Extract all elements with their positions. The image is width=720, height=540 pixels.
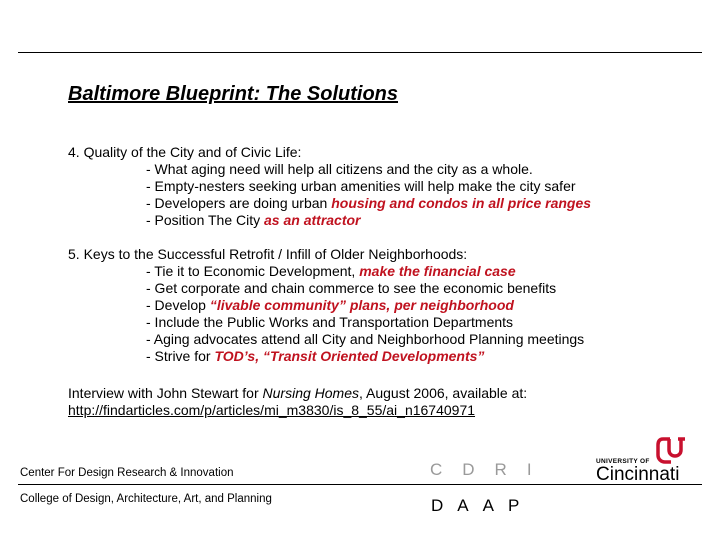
highlight-text: housing and condos in all price ranges <box>331 195 592 211</box>
bullet-item: - Include the Public Works and Transportation Departments <box>146 314 514 330</box>
university-of-cincinnati-logo <box>596 436 706 486</box>
section-heading: 4. Quality of the City and of Civic Life: <box>68 144 302 160</box>
bullet-text: - Tie it to Economic Development, <box>146 263 360 279</box>
publication-name: Nursing Homes <box>262 385 360 401</box>
slide-title: Baltimore Blueprint: The Solutions <box>68 83 399 105</box>
citation <box>68 385 527 419</box>
section-heading: 5. Keys to the Successful Retrofit / Infill of Older Neighborhoods: <box>68 246 468 262</box>
section-quality-of-city <box>68 144 591 229</box>
footer-college-name: College of Design, Architecture, Art, and Planning <box>20 493 272 505</box>
citation-pre: Interview with John Stewart for <box>68 385 263 401</box>
bullet-item <box>68 348 584 365</box>
bullet-item: - Empty-nesters seeking urban amenities will help make the city safer <box>146 178 576 194</box>
bullet-item <box>68 297 584 314</box>
bullet-text: - Strive for <box>146 348 215 364</box>
bullet-item <box>68 212 591 229</box>
daap-logo-text: DAAP <box>431 496 534 515</box>
bullet-item: - Get corporate and chain commerce to see the economic benefits <box>146 280 557 296</box>
citation-text <box>68 385 527 402</box>
bullet-text: - Developers are doing urban <box>146 195 332 211</box>
highlight-text: TOD’s, “Transit Oriented Developments” <box>214 348 485 364</box>
highlight-text: make the financial case <box>359 263 516 279</box>
bullet-text: - Position The City <box>146 212 265 228</box>
bullet-item: - What aging need will help all citizens and the city as a whole. <box>146 161 533 177</box>
bullet-text: - Develop <box>146 297 210 313</box>
citation-post: , August 2006, available at: <box>359 385 528 401</box>
bullet-item <box>68 263 584 280</box>
footer-center-name: Center For Design Research & Innovation <box>20 467 234 479</box>
cdri-logo-text: CDRI <box>430 460 552 479</box>
section-keys-to-retrofit <box>68 246 584 365</box>
highlight-text: as an attractor <box>264 212 361 228</box>
highlight-text: “livable community” plans, per neighborhood <box>209 297 514 313</box>
bullet-item: - Aging advocates attend all City and Neighborhood Planning meetings <box>146 331 585 347</box>
source-link[interactable]: http://findarticles.com/p/articles/mi_m3830/is_8_55/ai_n16740971 <box>68 402 476 418</box>
top-divider <box>18 52 702 53</box>
uc-mark-icon <box>654 436 688 466</box>
bullet-item <box>68 195 591 212</box>
uc-name-label: Cincinnati <box>596 464 680 485</box>
uc-university-of-label: UNIVERSITY OF <box>596 458 650 465</box>
